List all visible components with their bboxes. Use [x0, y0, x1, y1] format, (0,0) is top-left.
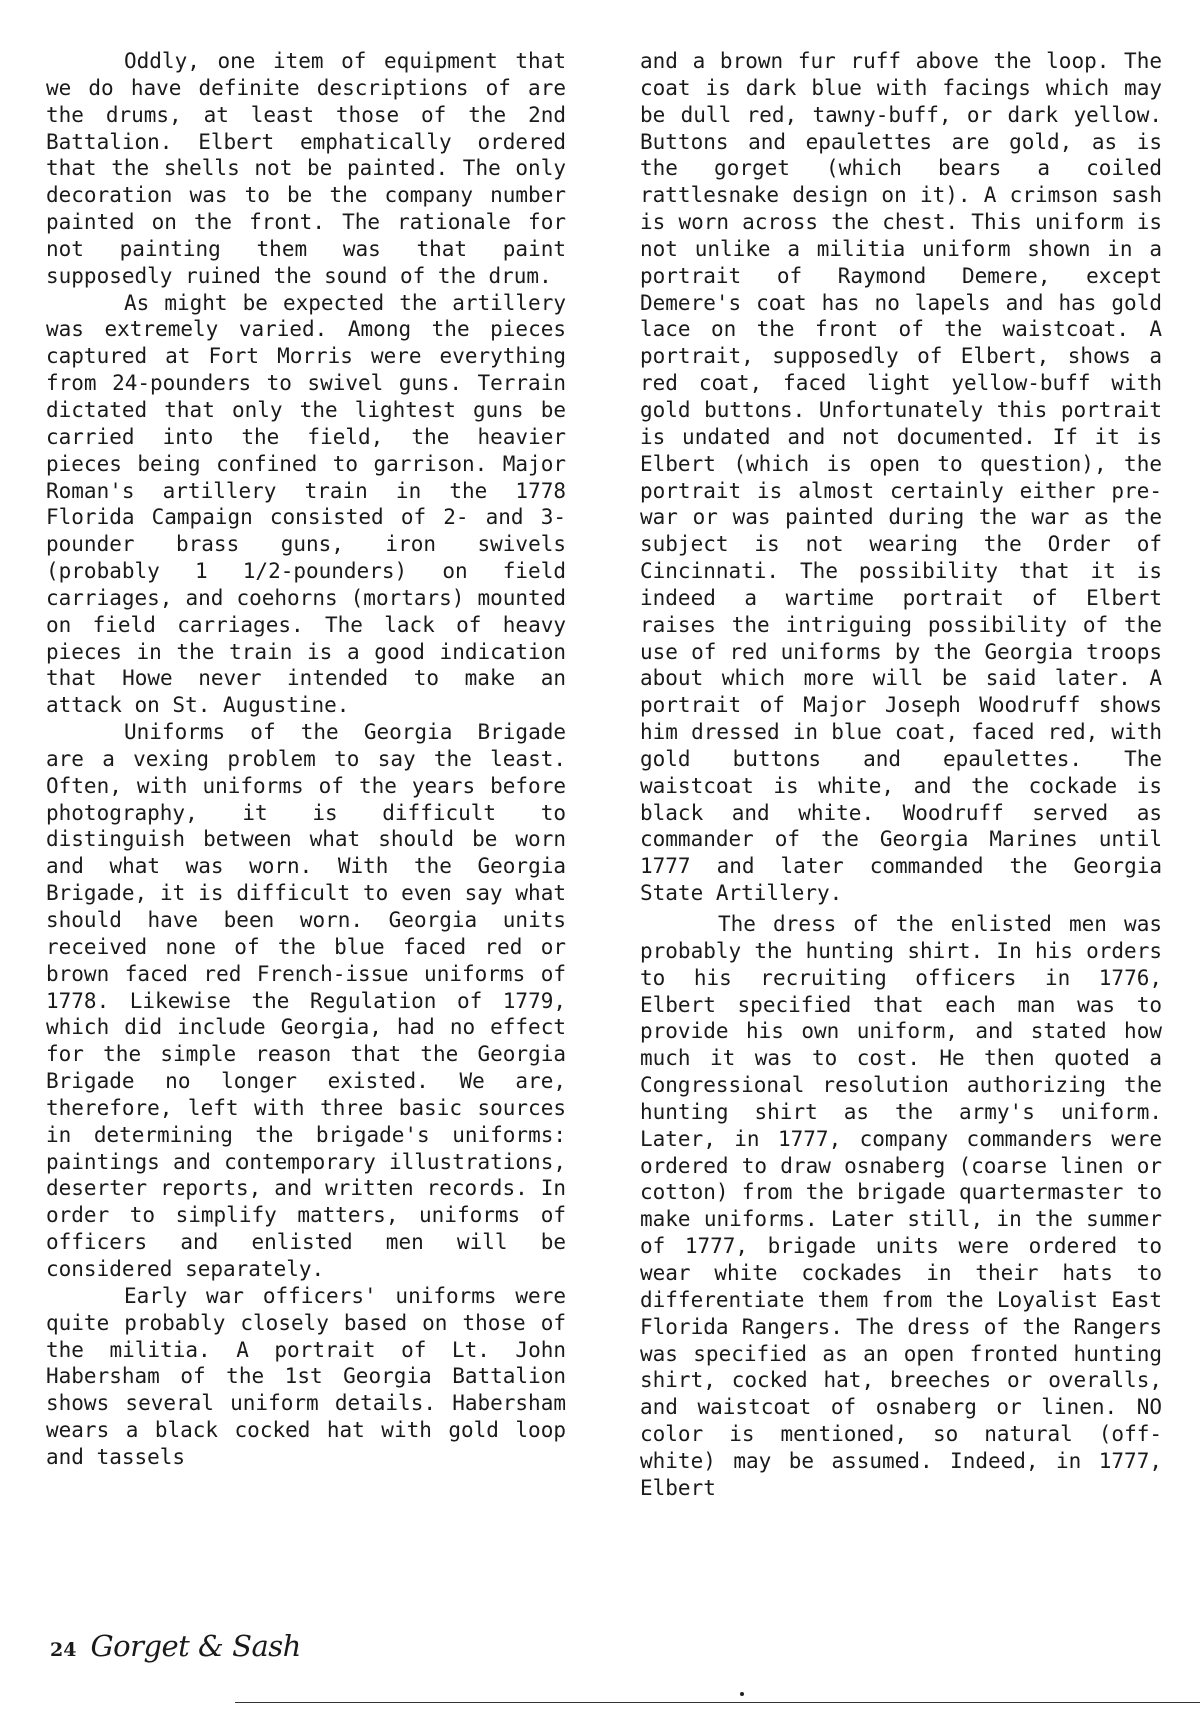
- page-number: 24: [50, 1639, 77, 1661]
- paragraph-officers-uniforms: Early war officers' uniforms were quite probably closely based on those of the militia. A portrait of Lt. John Habersham of the 1st Georgia Battalion shows several uniform details. Habersham wears a black cocked hat with gold loop and tassels: [46, 1283, 566, 1469]
- paragraph-artillery: As might be expected the artillery was extremely varied. Among the pieces captured at Fort Morris were everything from 24-pounders to swivel guns. Terrain dictated that only the lightest guns be carried into the field, the heavier pieces being confined to garrison. Major Roman's artillery train in the 1778 Florida Campaign consisted of 2- and 3-pounder brass guns, iron swivels (probably 1 1/2-pounders) on field carriages, and coehorns (mortars) mounted on field carriages. The lack of heavy pieces in the train is a good indication that Howe never intended to make an attack on St. Augustine.: [46, 290, 566, 718]
- page-footer: [50, 1629, 301, 1663]
- footer-rule-divider: [235, 1702, 1200, 1703]
- left-column: [46, 48, 566, 1471]
- paragraph-enlisted-dress: The dress of the enlisted men was probably the hunting shirt. In his orders to his recruiting officers in 1776, Elbert specified that each man was to provide his own uniform, and stated how much it was to cost. He then quoted a Congressional resolution authorizing the hunting shirt as the army's uniform. Later, in 1777, company commanders were ordered to draw osnaberg (coarse linen or cotton) from the brigade quartermaster to make uniforms. Later still, in the summer of 1777, brigade units were ordered to wear white cockades in their hats to differentiate them from the Loyalist East Florida Rangers. The dress of the Rangers was specified as an open fronted hunting shirt, cocked hat, breeches or overalls, and waistcoat of osnaberg or linen. NO color is mentioned, so natural (off-white) may be assumed. Indeed, in 1777, Elbert: [640, 912, 1162, 1500]
- right-column: [640, 48, 1162, 1502]
- paragraph-continued: and a brown fur ruff above the loop. The coat is dark blue with facings which may be dull red, tawny-buff, or dark yellow. Buttons and epaulettes are gold, as is the gorget (which bears a coiled rattlesnake design on it). A crimson sash is worn across the chest. This uniform is not unlike a militia uniform shown in a portrait of Raymond Demere, except Demere's coat has no lapels and has gold lace on the front of the waistcoat. A portrait, supposedly of Elbert, shows a red coat, faced light yellow-buff with gold buttons. Unfortunately this portrait is undated and not documented. If it is Elbert (which is open to question), the portrait is almost certainly either pre-war or was painted during the war as the subject is not wearing the Order of Cincinnati. The possibility that it is indeed a wartime portrait of Elbert raises the intriguing possibility of the use of red uniforms by the Georgia troops about which more will be said later. A portrait of Major Joseph Woodruff shows him dressed in blue coat, faced red, with gold buttons and epaulettes. The waistcoat is white, and the cockade is black and white. Woodruff served as commander of the Georgia Marines until 1777 and later commanded the Georgia State Artillery.: [640, 49, 1162, 906]
- paragraph-drums: Oddly, one item of equipment that we do have definite descriptions of are the drums, at least those of the 2nd Battalion. Elbert emphatically ordered that the shells not be painted. The only decoration was to be the company number painted on the front. The rationale for not painting them was that paint supposedly ruined the sound of the drum.: [46, 49, 566, 288]
- paragraph-uniforms: Uniforms of the Georgia Brigade are a vexing problem to say the least. Often, with uniforms of the years before photography, it is difficult to distinguish between what should be worn and what was worn. With the Georgia Brigade, it is difficult to even say what should have been worn. Georgia units received none of the blue faced red or brown faced red French-issue uniforms of 1778. Likewise the Regulation of 1779, which did include Georgia, had no effect for the simple reason that the Georgia Brigade no longer existed. We are, therefore, left with three basic sources in determining the brigade's uniforms: paintings and contemporary illustrations, deserter reports, and written records. In order to simplify matters, uniforms of officers and enlisted men will be considered separately.: [46, 720, 566, 1281]
- footer-dot-mark: [740, 1692, 744, 1696]
- journal-title: Gorget & Sash: [90, 1629, 301, 1663]
